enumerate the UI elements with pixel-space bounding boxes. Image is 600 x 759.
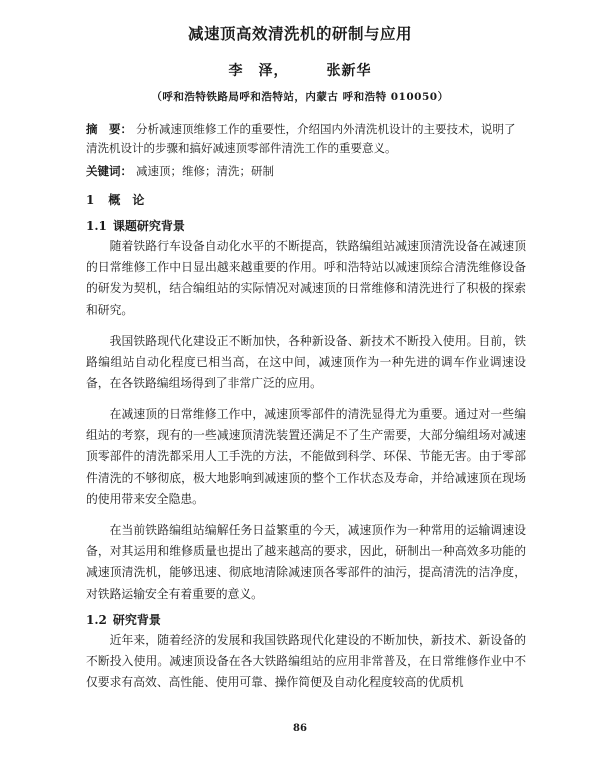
section-number: 1.1 [86,219,107,233]
abstract [86,120,526,158]
section-heading-1 [86,191,144,208]
section-number: 1.2 [86,613,107,627]
body-paragraph: 随着铁路行车设备自动化水平的不断提高，铁路编组站减速顶清洗设备在减速顶的日常维修工作中日显出越来越重要的作用。呼和浩特站以减速顶综合清洗维修设备的研发为契机，结合编组站的实际情况对减速顶的日常维修和清洗进行了积极的探索和研究。 [86,239,526,317]
paper-title: 减速顶高效清洗机的研制与应用 [187,24,412,43]
page-number: 86 [293,723,307,734]
abstract-text: 分析减速顶维修工作的重要性，介绍国内外清洗机设计的主要技术，说明了清洗机设计的步骤和搞好减速顶零部件清洗工作的重要意义。 [86,122,516,155]
author-line [0,60,600,80]
body-paragraph: 在减速顶的日常维修工作中，减速顶零部件的清洗显得尤为重要。通过对一些编组站的考察，现有的一些减速顶清洗装置还满足不了生产需要，大部分编组场对减速顶零部件的清洗都采用人工手洗的方法，不能做到科学、环保、节能无害。由于零部件清洗的不够彻底，极大地影响到减速顶的整个工作状态及寿命，并给减速顶在现场的使用带来安全隐患。 [86,407,526,506]
section-title: 概 论 [108,193,145,207]
body-paragraph: 在当前铁路编组站编解任务日益繁重的今天，减速顶作为一种常用的运输调速设备，对其运用和维修质量也提出了越来越高的要求，因此，研制出一种高效多功能的减速顶清洗机，能够迅速、彻底地清除减速顶各零部件的油污，提高清洗的洁净度，对铁路运输安全有着重要的意义。 [86,523,526,601]
section-title: 课题研究背景 [112,219,185,233]
section-title: 研究背景 [112,613,161,627]
author-name: 张新华 [326,63,372,79]
keywords [86,162,526,180]
body-paragraph: 我国铁路现代化建设正不断加快，各种新设备、新技术不断投入使用。目前，铁路编组站自动化程度已相当高，在这中间，减速顶作为一种先进的调车作业调速设备，在各铁路编组场得到了非常广泛的应用。 [86,334,526,391]
body-paragraph: 近年来，随着经济的发展和我国铁路现代化建设的不断加快，新技术、新设备的不断投入使用。减速顶设备在各大铁路编组站的应用非常普及，在日常维修作业中不仅要求有高效、高性能、使用可靠、操作简便及自动化程度较高的优质机 [86,633,526,690]
keywords-label: 关键词： [86,164,132,178]
author-name: 李 泽， [228,63,289,79]
abstract-label: 摘 要： [86,122,132,136]
keywords-text: 减速顶；维修；清洗；研制 [136,164,274,178]
section-heading-1-1 [86,217,185,234]
author-affiliation: （呼和浩特铁路局呼和浩特站，内蒙古 呼和浩特 010050） [151,91,449,103]
section-number: 1 [86,193,95,207]
section-heading-1-2 [86,611,161,628]
